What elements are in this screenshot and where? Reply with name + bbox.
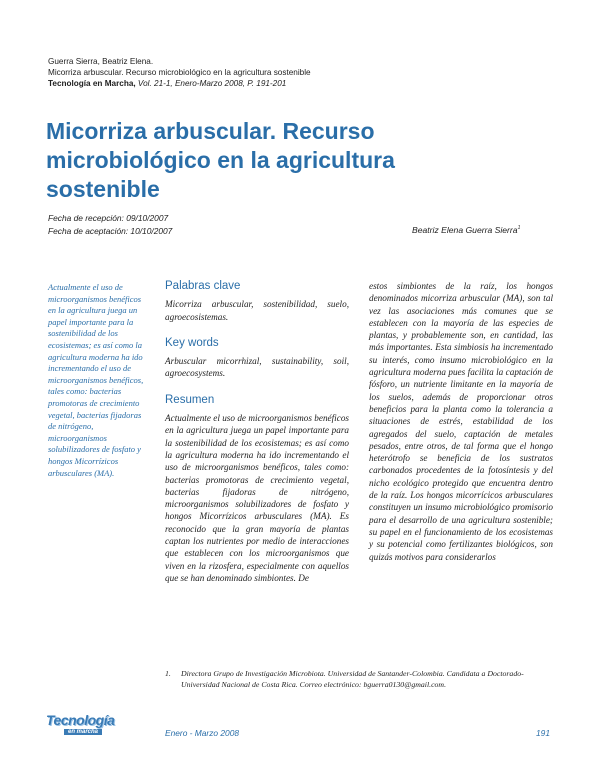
page-title: Micorriza arbuscular. Recurso microbiológico en la agricultura sostenible — [46, 118, 395, 202]
footnote-text: Directora Grupo de Investigación Microbiota. Universidad de Santander-Colombia. Candidata a Doctorado-Universidad Nacional de Costa Rica. Correo electrónico: bguerra0130@gmail.com. — [181, 669, 524, 689]
logo-sub-text: en marcha — [64, 729, 102, 735]
author-line — [412, 225, 520, 235]
header-volume: Vol. 21-1, Enero-Marzo 2008, P. 191-201 — [135, 79, 287, 88]
header-journal: Tecnología en Marcha, — [48, 79, 136, 88]
running-header — [48, 56, 311, 89]
logo-main-text: Tecnología — [46, 712, 115, 728]
column-middle — [165, 280, 349, 598]
page-number: 191 — [536, 728, 550, 738]
keywords-es-heading: Palabras clave — [165, 280, 241, 292]
abstract-continued: estos simbiontes de la raíz, los hongos denominados micorriza arbuscular (MA), son tal vez las asociaciones más comunes que se establecen con la mayoría de las especies de plantas, y probablemente son, en cantidad, las más importantes. Esta simbiosis ha incrementado su interés, como insumo microbiológico en la agricultura moderna pues facilita la captación de fósforo, un nutriente limitante en la mayoría de los suelos, además de proporcionar otros beneficios para la planta como la tolerancia a situaciones de estrés, estabilidad de los agregados del suelo, captación de metales pesados, entre otros, de tal forma que el hongo heterótrofo se beneficia de los sustratos carbonados procedentes de la fotosíntesis y del nicho ecológico protegido que encuentra dentro de la raíz. Los hongos micorrícicos arbusculares constituyen un insumo microbiológico promisorio para el desarrollo de una agricultura sostenible; su papel en el funcionamiento de los ecosistemas y su potencial como fertilizantes biológicos, son quizás motivos para considerarlos — [369, 281, 553, 562]
dates-block — [48, 212, 172, 238]
author-note-marker: 1 — [517, 225, 521, 232]
column-right — [369, 280, 553, 563]
keywords-en-heading: Key words — [165, 336, 219, 349]
accepted-date: Fecha de aceptación: 10/10/2007 — [48, 226, 173, 236]
sidebar-pullquote: Actualmente el uso de microorganismos benéficos en la agricultura juega un papel importante para la sostenibilidad de los ecosistemas; es así como la agricultura moderna ha ido incrementando el uso de microorganismos benéficos, tales como: bacterias promotoras de crecimiento vegetal, bacterias fijadoras de nitrógeno, microorganismos solubilizadores de fosfato y hongos Micorrízicos arbusculares (MA). — [48, 282, 144, 478]
journal-logo — [46, 712, 128, 742]
header-authors: Guerra Sierra, Beatriz Elena. — [48, 57, 154, 66]
footer-date: Enero - Marzo 2008 — [165, 728, 240, 738]
header-article: Micorriza arbuscular. Recurso microbiológico en la agricultura sostenible — [48, 68, 311, 77]
author-name: Beatriz Elena Guerra Sierra — [412, 225, 518, 235]
received-date: Fecha de recepción: 09/10/2007 — [48, 213, 169, 223]
footnote-number: 1. — [165, 669, 171, 678]
abstract-text: Actualmente el uso de microorganismos benéficos en la agricultura juega un papel importante para la sostenibilidad de los ecosistemas; es así como la agricultura moderna ha ido incrementando el uso de microorganismos benéficos, tales como: bacterias promotoras de crecimiento vegetal, bacterias fijadoras de nitrógeno, microorganismos solubilizadores de fosfato y hongos Micorrízicos arbusculares (MA). Es reconocido que la gran mayoría de plantas captan los nutrientes por medio de interacciones que establecen con los microorganismos que viven en la rizosfera, especialmente con aquellos que se han denominado simbiontes. De — [165, 413, 349, 583]
footnote — [165, 668, 555, 690]
header-citation — [48, 78, 311, 89]
keywords-es: Micorriza arbuscular, sostenibilidad, suelo, agroecosistemas. — [165, 299, 349, 322]
abstract-heading: Resumen — [165, 393, 215, 406]
keywords-en: Arbuscular micorrhizal, sustainability, soil, agroecosystems. — [165, 356, 349, 379]
